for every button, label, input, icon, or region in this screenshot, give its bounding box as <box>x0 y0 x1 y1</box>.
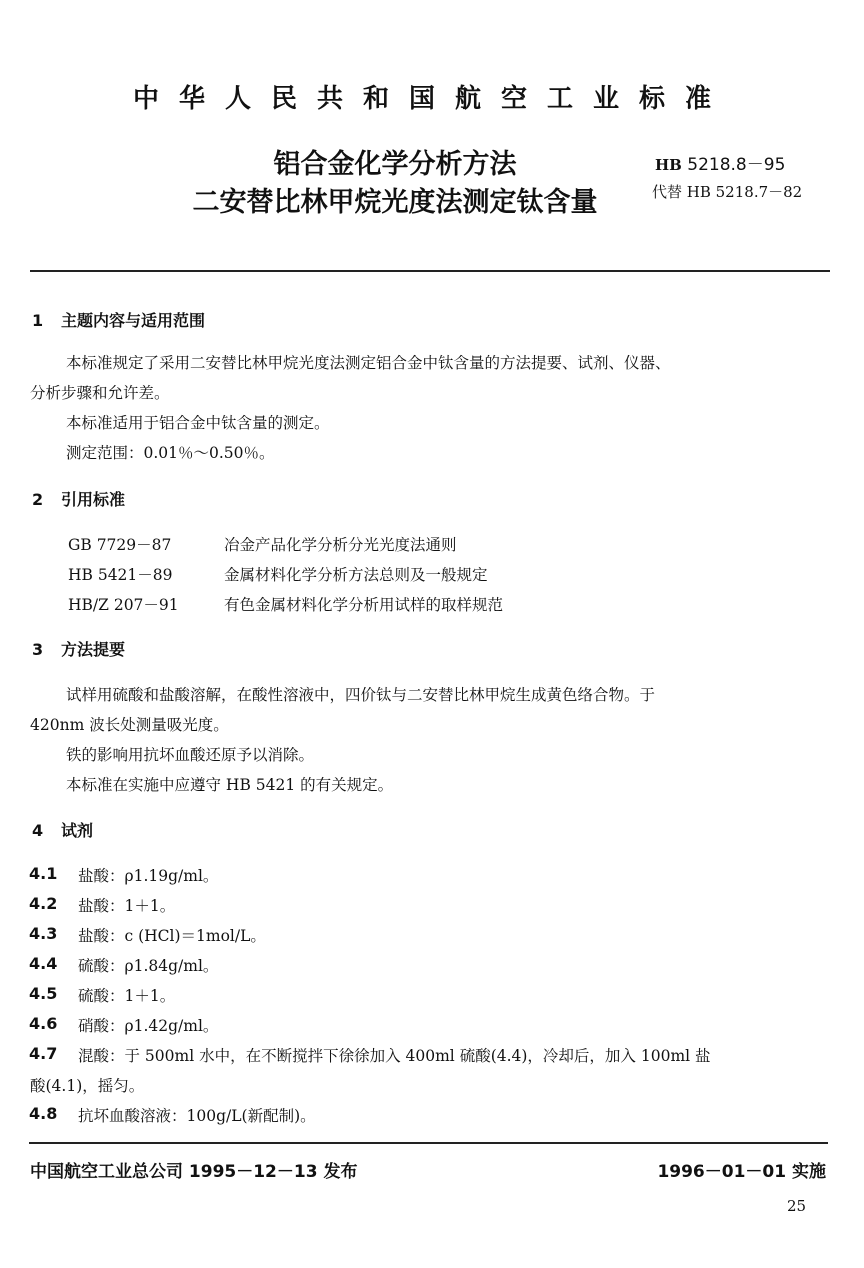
reference-title: 有色金属材料化学分析用试样的取样规范 <box>224 596 504 614</box>
reference-code: GB 7729－87 <box>68 536 172 554</box>
reagent-text: 盐酸：c (HCl)＝1mol/L。 <box>78 927 266 945</box>
reagent-text: 硝酸：ρ1.42g/ml。 <box>78 1017 219 1035</box>
section-3-paragraph-3: 本标准在实施中应遵守 HB 5421 的有关规定。 <box>66 776 394 794</box>
section-1-paragraph-1: 本标准规定了采用二安替比林甲烷光度法测定铝合金中钛含量的方法提要、试剂、仪器、 <box>66 354 671 372</box>
section-number: 1 <box>32 311 44 330</box>
effective-date: 1996－01－01 实施 <box>657 1162 826 1182</box>
reagent-number: 4.6 <box>29 1014 58 1033</box>
section-3-paragraph-1-cont: 420nm 波长处测量吸光度。 <box>30 716 229 734</box>
standard-prefix: HB <box>655 156 682 174</box>
replaces-standard: 代替 HB 5218.7－82 <box>652 183 803 201</box>
header-divider <box>30 270 830 272</box>
reference-code: HB 5421－89 <box>68 566 173 584</box>
reagent-text: 混酸：于 500ml 水中，在不断搅拌下徐徐加入 400ml 硫酸(4.4)，冷却后，加入 100ml 盐 <box>78 1047 711 1065</box>
reagent-number: 4.7 <box>29 1044 58 1063</box>
reagent-number: 4.2 <box>29 894 58 913</box>
section-1-paragraph-1-cont: 分析步骤和允许差。 <box>30 384 170 402</box>
reference-title: 金属材料化学分析方法总则及一般规定 <box>224 566 488 584</box>
reagent-number: 4.4 <box>29 954 58 973</box>
reagent-text: 硫酸：1＋1。 <box>78 987 176 1005</box>
section-3-paragraph-1: 试样用硫酸和盐酸溶解，在酸性溶液中，四价钛与二安替比林甲烷生成黄色络合物。于 <box>66 686 656 704</box>
document-title-line2: 二安替比林甲烷光度法测定钛含量 <box>192 187 598 218</box>
section-title: 主题内容与适用范围 <box>61 311 206 330</box>
standard-number <box>655 150 785 175</box>
section-title: 引用标准 <box>61 490 126 509</box>
national-standard-title: 中华人民共和国航空工业标准 <box>132 84 731 114</box>
section-1-paragraph-3: 测定范围：0.01％～0.50％。 <box>66 444 275 462</box>
section-number: 4 <box>32 821 44 840</box>
standard-code: 5218.8－95 <box>687 155 786 175</box>
reagent-text: 盐酸：ρ1.19g/ml。 <box>78 867 219 885</box>
section-title: 试剂 <box>61 821 94 840</box>
reagent-number: 4.8 <box>29 1104 58 1123</box>
document-title-line1: 铝合金化学分析方法 <box>273 149 517 180</box>
section-number: 2 <box>32 490 44 509</box>
section-3-heading <box>32 637 125 660</box>
reagent-text-cont: 酸(4.1)，摇匀。 <box>30 1077 145 1095</box>
page-number: 25 <box>787 1197 807 1215</box>
reagent-text: 硫酸：ρ1.84g/ml。 <box>78 957 219 975</box>
section-number: 3 <box>32 640 44 659</box>
section-title: 方法提要 <box>61 640 126 659</box>
section-2-heading <box>32 487 125 510</box>
section-4-heading <box>32 818 93 841</box>
reference-code: HB/Z 207－91 <box>68 596 179 614</box>
section-1-paragraph-2: 本标准适用于铝合金中钛含量的测定。 <box>66 414 330 432</box>
reagent-number: 4.3 <box>29 924 58 943</box>
reference-title: 冶金产品化学分析分光光度法通则 <box>224 536 457 554</box>
reagent-text: 抗坏血酸溶液：100g/L(新配制)。 <box>78 1107 316 1125</box>
reagent-number: 4.1 <box>29 864 58 883</box>
footer-divider <box>29 1142 828 1144</box>
reagent-text: 盐酸：1＋1。 <box>78 897 176 915</box>
reagent-number: 4.5 <box>29 984 58 1003</box>
issue-date: 中国航空工业总公司 1995－12－13 发布 <box>30 1162 358 1182</box>
section-1-heading <box>32 308 205 331</box>
section-3-paragraph-2: 铁的影响用抗坏血酸还原予以消除。 <box>66 746 315 764</box>
